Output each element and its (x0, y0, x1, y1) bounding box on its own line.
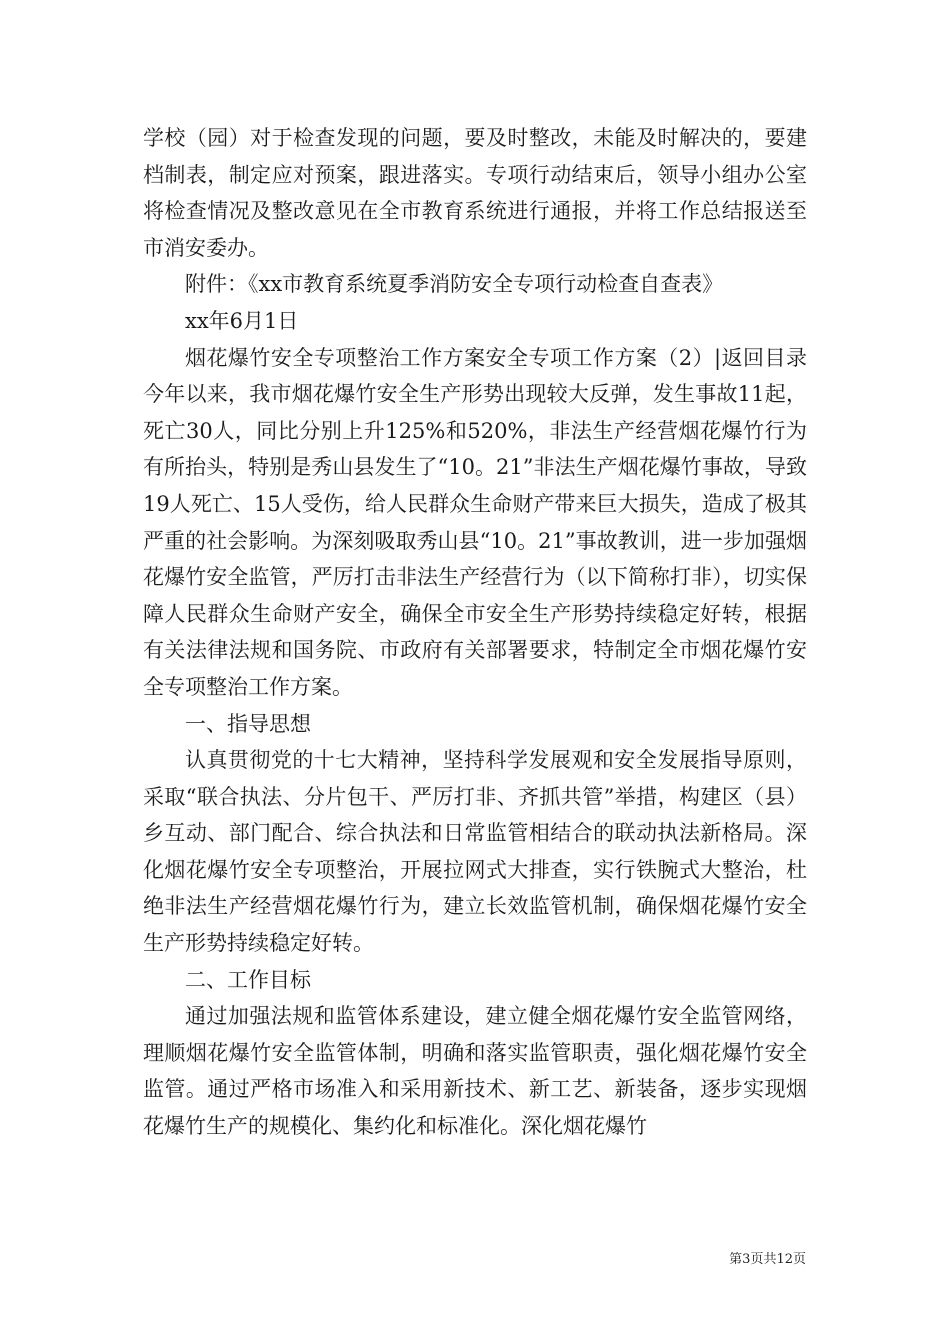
paragraph-guiding-ideology: 认真贯彻党的十七大精神，坚持科学发展观和安全发展指导原则，采取“联合执法、分片包干、严厉打非、齐抓共管”举措，构建区（县）乡互动、部门配合、综合执法和日常监管相结合的联动执法新格局。深化烟花爆竹安全专项整治，开展拉网式大排查，实行铁腕式大整治，杜绝非法生产经营烟花爆竹行为，建立长效监管机制，确保烟花爆竹安全生产形势持续稳定好转。 (143, 748, 807, 956)
paragraph-attachment: 附件：《xx市教育系统夏季消防安全专项行动检查自查表》 (185, 272, 724, 297)
section-heading-guiding-ideology: 一、指导思想 (185, 711, 311, 736)
paragraph-rectification: 学校（园）对于检查发现的问题，要及时整改，未能及时解决的，要建档制表，制定应对预案，跟进落实。专项行动结束后，领导小组办公室将检查情况及整改意见在全市教育系统进行通报，并将工作总结报送至市消安委办。 (143, 126, 807, 260)
page-number: 第3页共12页 (729, 1252, 806, 1267)
paragraph-work-goals: 通过加强法规和监管体系建设，建立健全烟花爆竹安全监管网络，理顺烟花爆竹安全监管体制，明确和落实监管职责，强化烟花爆竹安全监管。通过严格市场准入和采用新技术、新工艺、新装备，逐步实现烟花爆竹生产的规模化、集约化和标准化。深化烟花爆竹 (143, 1004, 807, 1139)
section-heading-work-goals: 二、工作目标 (185, 967, 311, 992)
paragraph-date: xx年6月1日 (185, 308, 299, 333)
page-footer (0, 1248, 806, 1267)
paragraph-fireworks-plan-intro: 烟花爆竹安全专项整治工作方案安全专项工作方案（2）|返回目录今年以来，我市烟花爆竹安全生产形势出现较大反弹，发生事故11起，死亡30人，同比分别上升125%和520%，非法生产经营烟花爆竹行为有所抬头，特别是秀山县发生了“10。21”非法生产烟花爆竹事故，导致19人死亡、15人受伤，给人民群众生命财产带来巨大损失，造成了极其严重的社会影响。为深刻吸取秀山县“10。21”事故教训，进一步加强烟花爆竹安全监管，严厉打击非法生产经营行为（以下简称打非），切实保障人民群众生命财产安全，确保全市安全生产形势持续稳定好转，根据有关法律法规和国务院、市政府有关部署要求，特制定全市烟花爆竹安全专项整治工作方案。 (143, 345, 807, 699)
document-body (143, 120, 807, 1145)
